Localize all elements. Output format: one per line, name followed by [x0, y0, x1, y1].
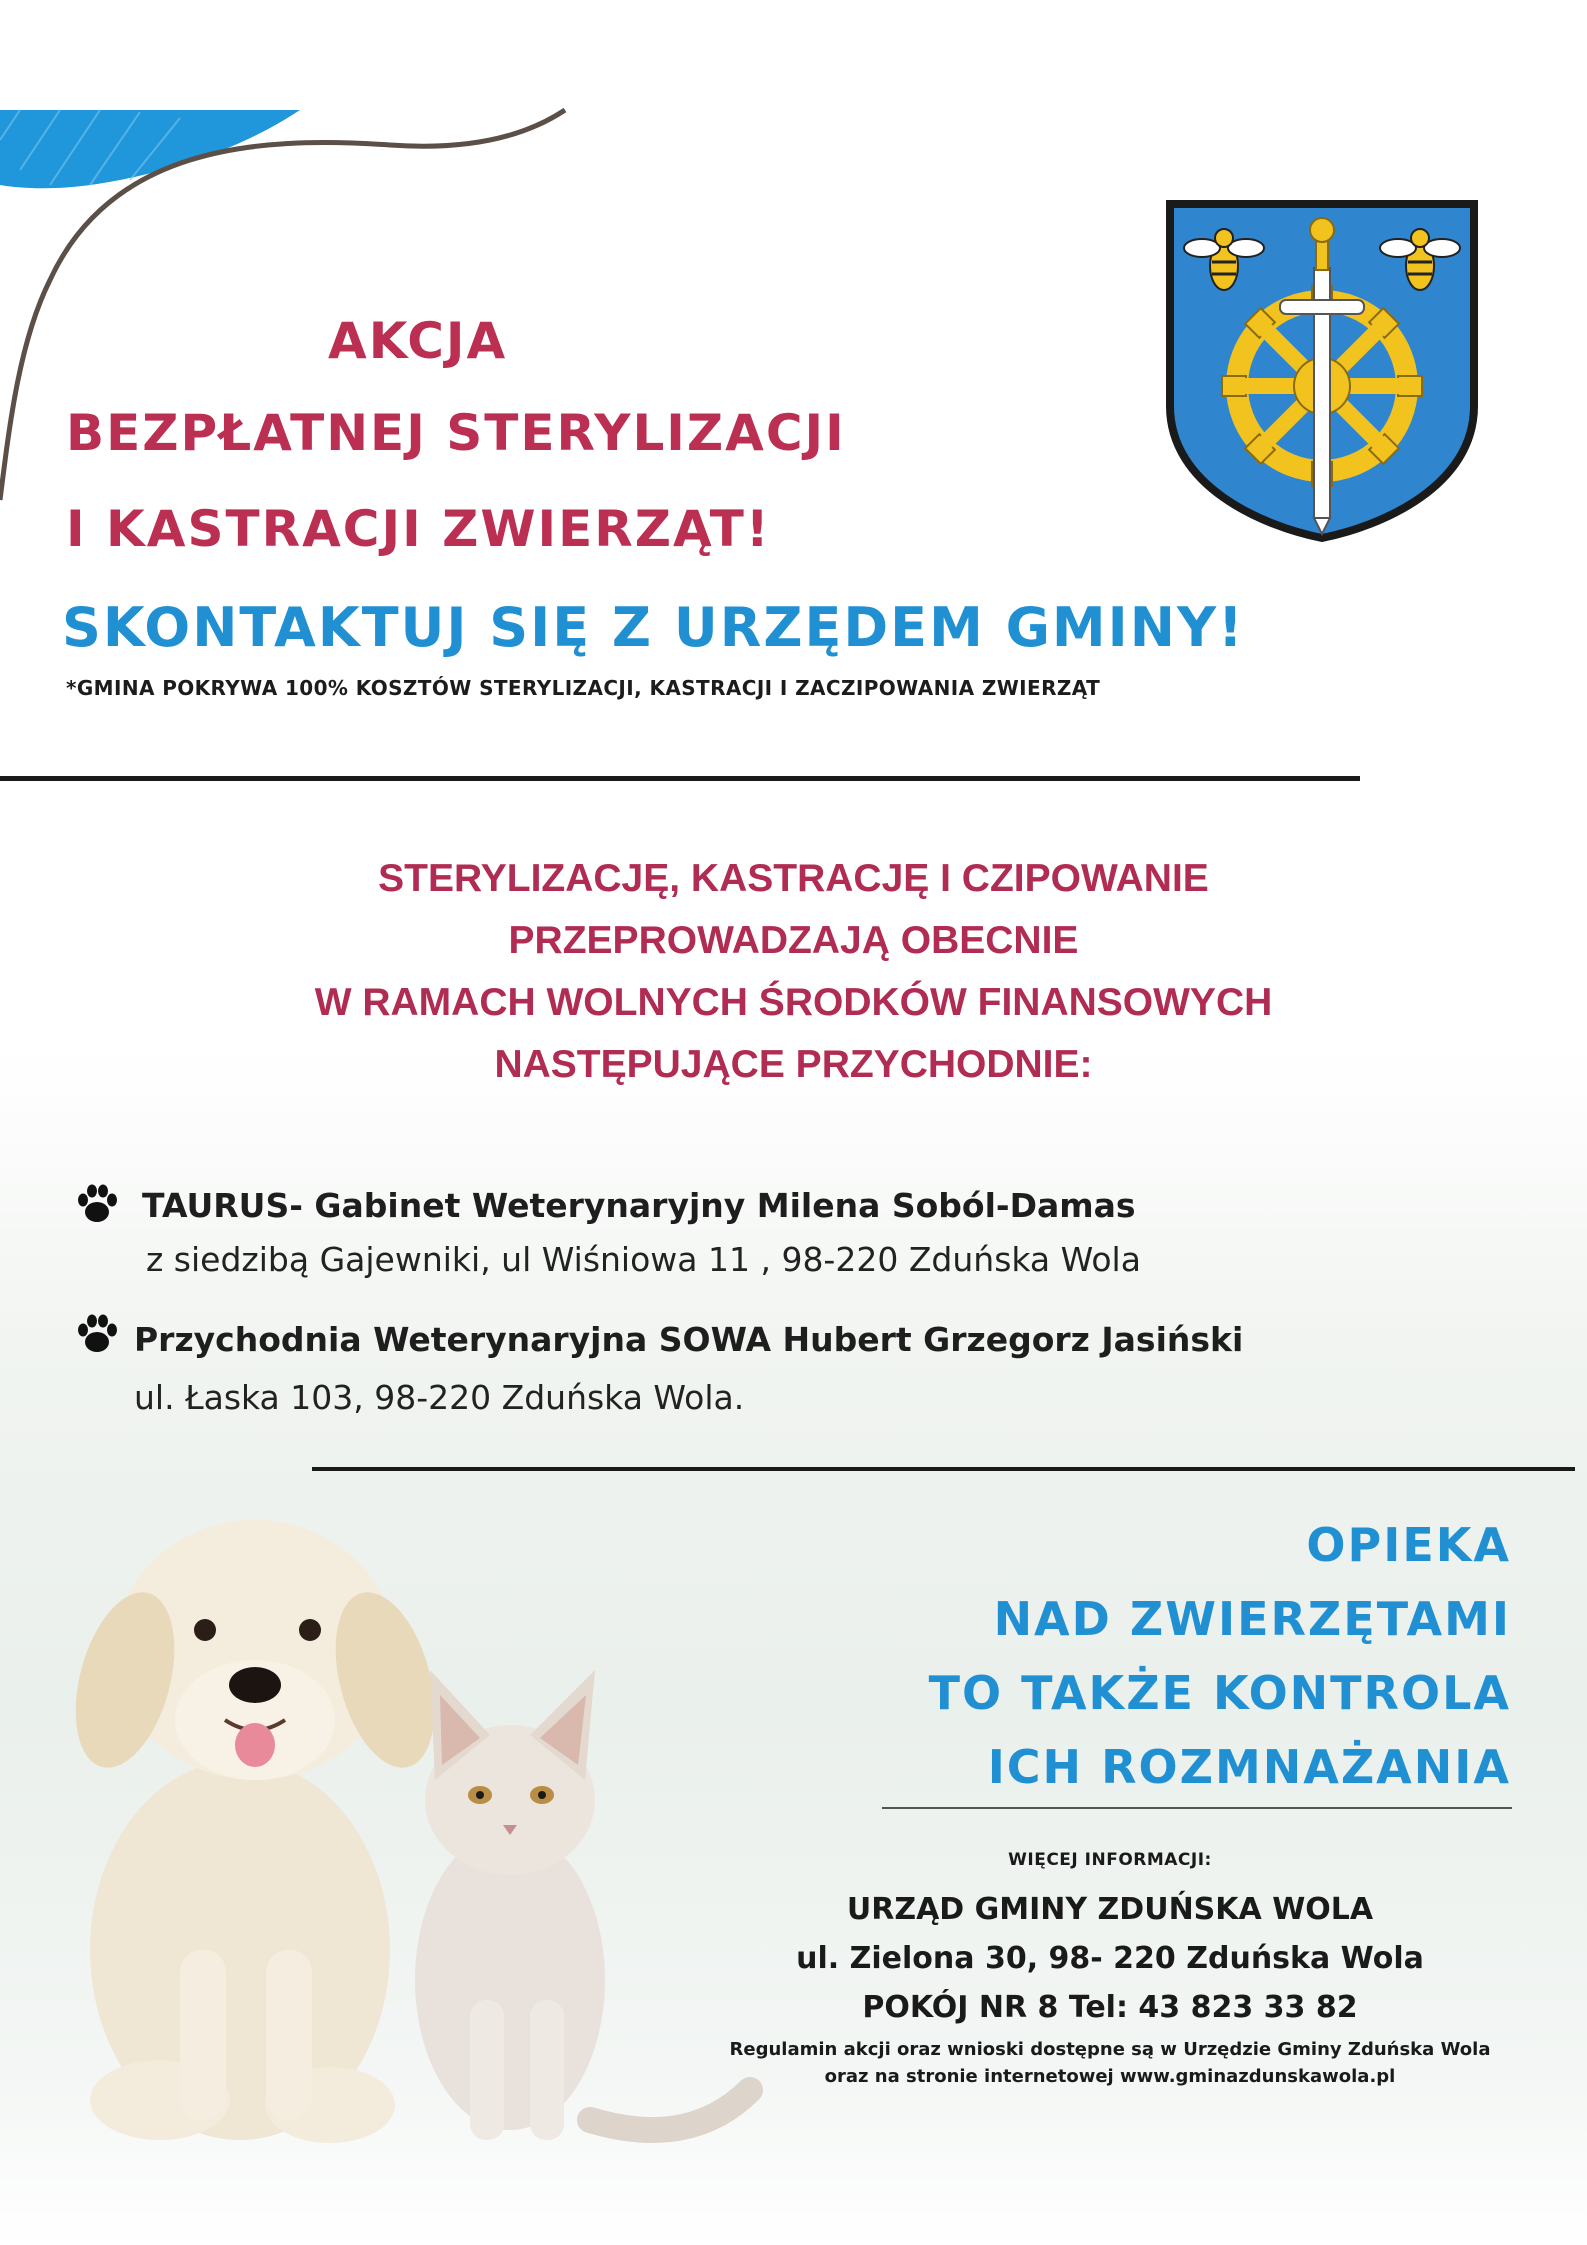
- coat-of-arms-icon: [1162, 196, 1482, 544]
- more-info-label: WIĘCEJ INFORMACJI:: [1008, 1850, 1212, 1870]
- intro-line: PRZEPROWADZAJĄ OBECNIE: [508, 919, 1079, 962]
- divider: [882, 1807, 1512, 1809]
- headline-line-1: AKCJA: [328, 312, 508, 370]
- rules-note: Regulamin akcji oraz wnioski dostępne są w Urzędzie Gminy Zduńska Wola: [729, 2039, 1491, 2060]
- headline-line-2: BEZPŁATNEJ STERYLIZACJI: [66, 404, 846, 462]
- clinic-address: z siedzibą Gajewniki, ul Wiśniowa 11 , 98-220 Zduńska Wola: [146, 1240, 1141, 1279]
- intro-line: NASTĘPUJĄCE PRZYCHODNIE:: [494, 1043, 1093, 1086]
- slogan-line: NAD ZWIERZĘTAMI: [993, 1592, 1511, 1646]
- office-address: ul. Zielona 30, 98- 220 Zduńska Wola: [796, 1941, 1424, 1976]
- clinic-name: TAURUS- Gabinet Weterynaryjny Milena Soból-Damas: [142, 1186, 1136, 1225]
- clinic-address: ul. Łaska 103, 98-220 Zduńska Wola.: [134, 1378, 745, 1417]
- contact-info: [660, 1850, 1560, 2087]
- paw-icon: [74, 1182, 120, 1226]
- slogan-line: ICH ROZMNAŻANIA: [987, 1740, 1511, 1794]
- call-to-action-heading: SKONTAKTUJ SIĘ Z URZĘDEM GMINY!: [62, 596, 1245, 659]
- headline-line-3: I KASTRACJI ZWIERZĄT!: [66, 500, 771, 558]
- room-and-phone: POKÓJ NR 8 Tel: 43 823 33 82: [862, 1990, 1358, 2025]
- cost-footnote: *GMINA POKRYWA 100% KOSZTÓW STERYLIZACJI, KASTRACJI I ZACZIPOWANIA ZWIERZĄT: [66, 676, 1101, 700]
- paw-icon: [74, 1312, 120, 1356]
- slogan-line: TO TAKŻE KONTROLA: [928, 1666, 1511, 1720]
- clinics-intro: [0, 848, 1587, 1096]
- clinic-name: Przychodnia Weterynaryjna SOWA Hubert Grzegorz Jasiński: [134, 1320, 1244, 1359]
- divider: [0, 776, 1360, 781]
- website-note: oraz na stronie internetowej www.gminazdunskawola.pl: [824, 2066, 1396, 2087]
- divider: [312, 1467, 1575, 1471]
- intro-line: STERYLIZACJĘ, KASTRACJĘ I CZIPOWANIE: [378, 857, 1209, 900]
- slogan-line: OPIEKA: [1306, 1518, 1511, 1572]
- office-name: URZĄD GMINY ZDUŃSKA WOLA: [846, 1892, 1374, 1927]
- intro-line: W RAMACH WOLNYCH ŚRODKÓW FINANSOWYCH: [314, 981, 1273, 1024]
